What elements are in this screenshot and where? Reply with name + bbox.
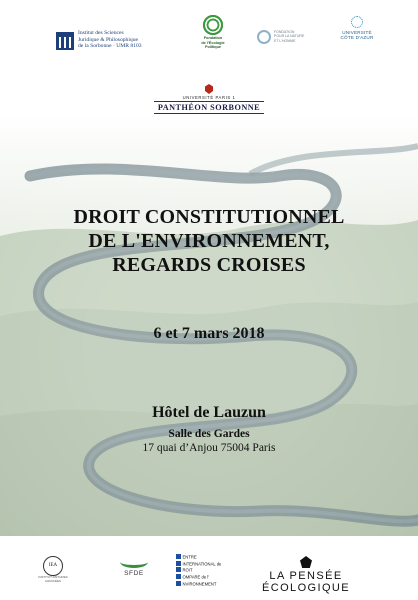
uca-line1: UNIVERSITÉ: [342, 30, 372, 35]
iea-mark: IEA: [43, 556, 63, 576]
cidce-l2: INTERNATIONAL de: [182, 561, 222, 567]
event-address: 17 quai d’Anjou 75004 Paris: [142, 442, 276, 454]
cidce-l5: NVIRONNEMENT: [182, 581, 217, 587]
fnh-line1: FONDATION: [274, 30, 295, 34]
title-line-2: DE L'ENVIRONNEMENT,: [88, 230, 330, 252]
isjps-line3: de la Sorbonne · UMR 8103: [78, 43, 142, 50]
event-venue: Hôtel de Lauzun: [152, 404, 266, 421]
university-line: UNIVERSITÉ PARIS 1: [182, 95, 236, 100]
sfde-logo: [116, 556, 152, 588]
universite-cote-azur-logo: [333, 16, 381, 60]
pensee-ecologique-logo: [234, 556, 378, 592]
uca-line2: CÔTE D'AZUR: [340, 35, 374, 41]
cidce-l1: ENTRE: [182, 554, 197, 560]
owl-icon: [300, 556, 312, 568]
pensee-label: LA PENSÉE ÉCOLOGIQUE: [262, 570, 350, 594]
blue-square-icon: [176, 554, 181, 559]
fondation-nature-homme-logo: [257, 28, 311, 58]
event-room: Salle des Gardes: [168, 428, 250, 440]
fnh-line3: ET L'HOMME: [274, 38, 296, 43]
sorbonne-header: [154, 84, 264, 114]
sfde-label: SFDE: [124, 570, 144, 577]
columns-icon: [56, 32, 74, 50]
blue-square-icon: [176, 581, 181, 586]
circle-icon: [257, 30, 271, 44]
isjps-logo: [56, 30, 166, 60]
partner-logos-bottom: [0, 552, 418, 594]
cidce-l4: OMPARE de l': [182, 574, 210, 580]
fep-line1: Fondation: [203, 36, 223, 40]
title-line-1: DROIT CONSTITUTIONNEL: [73, 206, 345, 228]
fep-line2: de l'Écologie: [201, 40, 225, 45]
title-line-3: REGARDS CROISES: [112, 254, 306, 276]
fep-line3: Politique: [204, 45, 222, 50]
iea-caption: INSTITUT D'ÉTUDES AVANCÉES: [38, 575, 68, 583]
cidce-logo: [176, 554, 228, 592]
fondation-ecologie-politique-logo: [192, 14, 234, 62]
green-arc-icon: [120, 556, 148, 568]
fnh-line2: POUR LA NATURE: [274, 34, 305, 39]
blue-square-icon: [176, 574, 181, 579]
isjps-line1: Institut des Sciences: [78, 30, 124, 36]
university-name: PANTHÉON SORBONNE: [154, 101, 264, 114]
dotted-circle-icon: [351, 16, 363, 28]
sorbonne-crest-icon: [205, 84, 213, 94]
iea-logo: [36, 556, 70, 590]
isjps-line2: Juridique & Philosophique: [78, 36, 138, 43]
partner-logos-top: [0, 14, 418, 64]
cidce-l3: ROIT: [182, 567, 193, 573]
green-spiral-icon: [202, 14, 224, 36]
event-title: [20, 205, 398, 277]
blue-square-icon: [176, 561, 181, 566]
event-date: 6 et 7 mars 2018: [153, 325, 265, 342]
blue-square-icon: [176, 567, 181, 572]
